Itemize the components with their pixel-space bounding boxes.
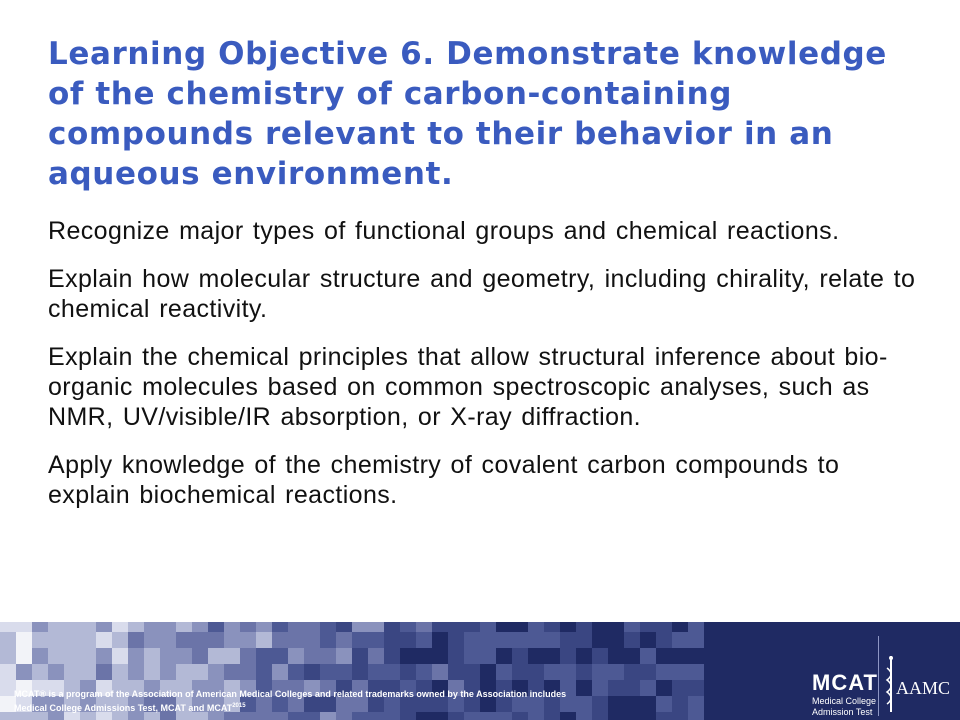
mosaic-tile [464,622,480,632]
mosaic-tile [432,622,448,632]
mosaic-tile [368,664,384,680]
mosaic-tile [592,648,608,664]
mosaic-tile [64,622,80,632]
mosaic-tile [560,664,576,680]
mosaic-tile [624,622,640,632]
mosaic-tile [112,648,128,664]
mosaic-tile [304,664,320,680]
mosaic-tile [64,648,80,664]
mosaic-tile [480,622,496,632]
mosaic-tile [512,664,528,680]
mosaic-tile [528,622,544,632]
mosaic-tile [448,622,464,632]
mosaic-tile [192,648,208,664]
logo-divider [878,636,879,716]
mosaic-tile [32,664,48,680]
mosaic-tile [512,648,528,664]
mosaic-tile [32,622,48,632]
mosaic-tile [144,664,160,680]
mosaic-tile [48,622,64,632]
mosaic-tile [544,622,560,632]
mosaic-tile [640,622,656,632]
mosaic-tile [608,664,624,680]
mosaic-tile [96,622,112,632]
mosaic-tile [464,648,480,664]
mosaic-tile [384,648,400,664]
footer-banner [0,622,960,720]
disclaimer-line-2-text: Medical College Admissions Test, MCAT and MCAT [14,703,233,713]
mosaic-tile [160,622,176,632]
mosaic-tile [480,632,496,648]
mosaic-tile [208,632,224,648]
mosaic-tile [400,622,416,632]
mosaic-tile [544,664,560,680]
mcat-logo-subtitle-2: Admission Test [812,707,873,717]
mosaic-tile [272,648,288,664]
mosaic-tile [288,622,304,632]
mosaic-tile [368,622,384,632]
mosaic-tile [256,664,272,680]
mosaic-tile [192,622,208,632]
mosaic-tile [160,664,176,680]
mosaic-tile [352,648,368,664]
mosaic-tile [352,632,368,648]
mosaic-tile [576,664,592,680]
mosaic-tile [128,664,144,680]
mcat-logo-word: MCAT [812,670,878,695]
mosaic-tile [16,648,32,664]
mosaic-tile [304,648,320,664]
mosaic-tile [288,632,304,648]
mosaic-tile [144,648,160,664]
mosaic-tile [688,622,704,632]
objectives-list [48,216,928,528]
mosaic-tile [128,622,144,632]
mosaic-tile [624,632,640,648]
mosaic-tile [544,632,560,648]
mosaic-tile [592,664,608,680]
aamc-logo-word: AAMC [896,678,951,698]
mosaic-tile [272,622,288,632]
mosaic-tile [16,622,32,632]
mosaic-tile [224,648,240,664]
mosaic-tile [192,664,208,680]
logo-block [812,632,960,720]
mosaic-tile [320,664,336,680]
mosaic-tile [96,648,112,664]
mosaic-tile [112,664,128,680]
mosaic-tile [336,632,352,648]
mosaic-tile [160,648,176,664]
mosaic-tile [240,622,256,632]
mosaic-tile [176,648,192,664]
mosaic-tile [656,622,672,632]
trademark-disclaimer [14,688,714,714]
mosaic-tile [320,622,336,632]
mosaic-tile [368,648,384,664]
mosaic-tile [208,648,224,664]
disclaimer-line-2 [14,700,714,714]
mosaic-tile [256,632,272,648]
mosaic-tile [224,664,240,680]
mosaic-tile [64,632,80,648]
mosaic-tile [224,632,240,648]
mosaic-tile [384,632,400,648]
mosaic-tile [432,664,448,680]
objective-item: Recognize major types of functional groups and chemical reactions. [48,217,840,245]
objective-item: Explain the chemical principles that allow structural inference about bio-organic molecules based on common spectroscopic analyses, such as NMR, UV/visible/IR absorption, or X-ray diffraction. [48,343,888,431]
mosaic-tile [496,664,512,680]
mosaic-tile [32,632,48,648]
mosaic-tile [560,648,576,664]
mosaic-tile [0,664,16,680]
mosaic-tile [240,648,256,664]
objective-item: Apply knowledge of the chemistry of covalent carbon compounds to explain biochemical reactions. [48,451,840,509]
mosaic-tile [448,632,464,648]
disclaimer-superscript: 2015 [232,703,246,709]
objective-item: Explain how molecular structure and geometry, including chirality, relate to chemical reactivity. [48,265,916,323]
mosaic-tile [80,664,96,680]
mosaic-tile [528,632,544,648]
mosaic-tile [464,664,480,680]
mosaic-tile [160,632,176,648]
mosaic-tile [656,632,672,648]
mosaic-tile [256,648,272,664]
mosaic-tile [352,664,368,680]
mosaic-tile [464,632,480,648]
mosaic-tile [256,622,272,632]
mosaic-tile [16,632,32,648]
mosaic-tile [288,664,304,680]
mosaic-tile [336,664,352,680]
mosaic-tile [512,632,528,648]
mosaic-tile [48,664,64,680]
mosaic-tile [224,622,240,632]
mosaic-tile [640,664,656,680]
mosaic-tile [560,632,576,648]
mosaic-tile [0,632,16,648]
mosaic-tile [80,632,96,648]
mosaic-tile [304,622,320,632]
mosaic-tile [480,648,496,664]
mosaic-tile [688,664,704,680]
mosaic-tile [336,648,352,664]
mosaic-tile [16,664,32,680]
mosaic-tile [48,648,64,664]
mosaic-tile [320,648,336,664]
mosaic-tile [80,648,96,664]
mosaic-tile [384,622,400,632]
mosaic-tile [352,622,368,632]
mosaic-tile [368,632,384,648]
mosaic-tile [416,664,432,680]
mosaic-tile [624,664,640,680]
mosaic-tile [144,632,160,648]
mosaic-tile [672,632,688,648]
mcat-logo [812,670,878,718]
mosaic-tile [400,664,416,680]
mosaic-tile [400,632,416,648]
mosaic-tile [272,632,288,648]
mosaic-tile [192,632,208,648]
mosaic-tile [80,622,96,632]
mosaic-tile [384,664,400,680]
mosaic-tile [528,664,544,680]
mosaic-tile [96,664,112,680]
mosaic-tile [240,664,256,680]
mosaic-tile [0,648,16,664]
mosaic-tile [448,648,464,664]
mosaic-tile [448,664,464,680]
mosaic-tile [240,632,256,648]
mosaic-tile [336,622,352,632]
slide-title: Learning Objective 6. Demonstrate knowledge of the chemistry of carbon-containing compounds relevant to their behavior in an aqueous environment. [48,36,887,192]
mosaic-tile [288,648,304,664]
mosaic-tile [144,622,160,632]
mosaic-tile [176,622,192,632]
mosaic-tile [576,622,592,632]
mosaic-tile [176,632,192,648]
mosaic-tile [272,664,288,680]
mosaic-tile [128,632,144,648]
mosaic-tile [64,664,80,680]
mosaic-tile [112,632,128,648]
mosaic-tile [112,622,128,632]
mosaic-tile [32,648,48,664]
mosaic-tile [48,632,64,648]
mosaic-tile [576,632,592,648]
mosaic-tile [656,664,672,680]
mosaic-tile [416,632,432,648]
mosaic-tile [0,622,16,632]
mosaic-tile [304,632,320,648]
mosaic-tile [416,622,432,632]
mosaic-tile [320,632,336,648]
mosaic-tile [128,648,144,664]
mosaic-tile [688,632,704,648]
mcat-logo-subtitle-1: Medical College [812,696,877,706]
mosaic-tile [208,622,224,632]
mosaic-tile [96,632,112,648]
mosaic-tile [208,664,224,680]
mosaic-tile [496,632,512,648]
mosaic-tile [640,648,656,664]
mosaic-tile [176,664,192,680]
disclaimer-line-1: MCAT® is a program of the Association of American Medical Colleges and related trademarks owned by the Association includes [14,689,567,699]
aamc-logo [884,652,960,716]
mosaic-tile [672,664,688,680]
